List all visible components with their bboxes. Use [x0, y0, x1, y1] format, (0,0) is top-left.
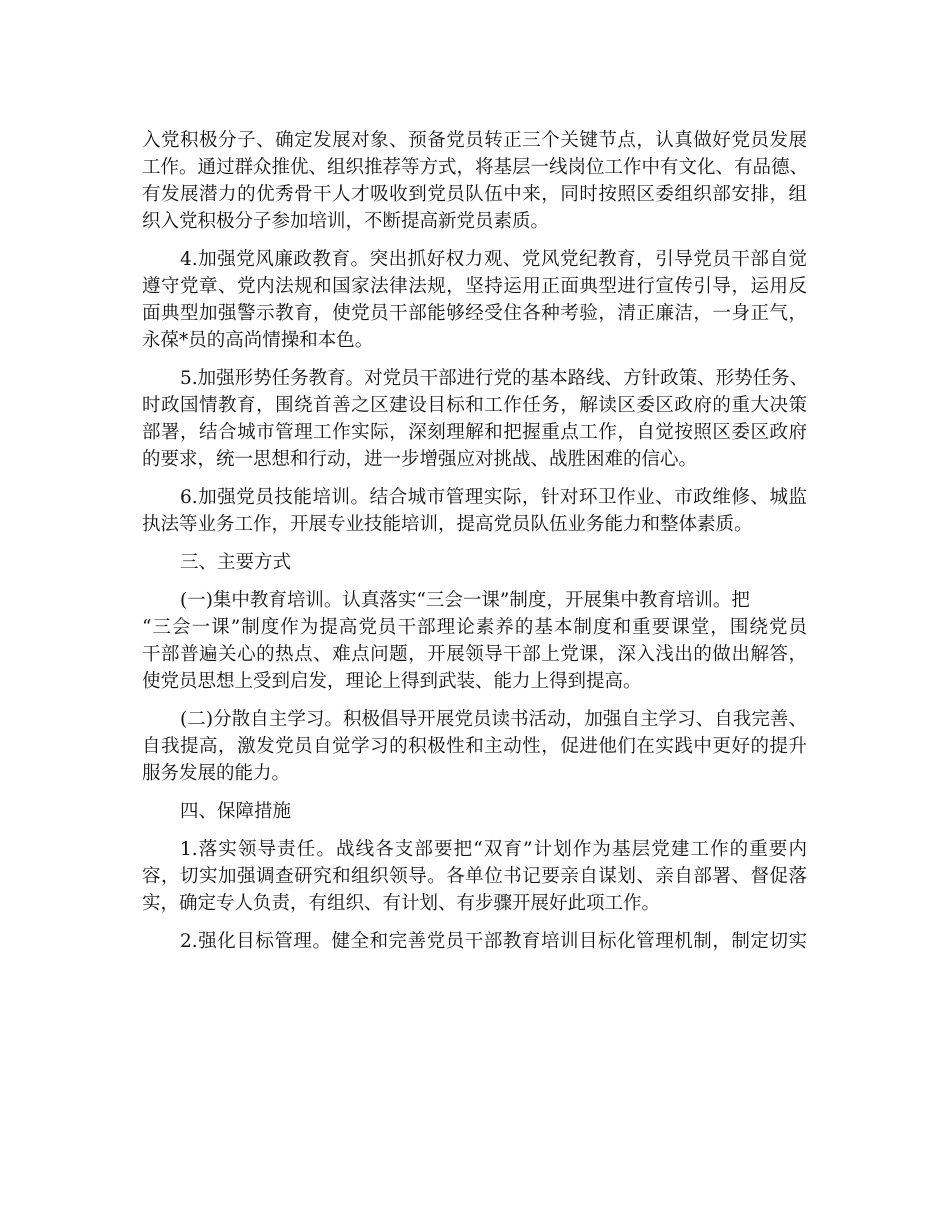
text-line: 织入党积极分子参加培训，不断提高新党员素质。 [142, 211, 550, 232]
text-line: 自我提高，激发党员自觉学习的积极性和主动性，促进他们在实践中更好的提升 [142, 736, 807, 757]
text-line: (一)集中教育培训。认真落实“三会一课”制度，开展集中教育培训。把 [180, 590, 750, 611]
text-line: 服务发展的能力。 [142, 763, 291, 784]
text-line: 执法等业务工作，开展专业技能培训，提高党员队伍业务能力和整体素质。 [142, 514, 753, 535]
text-line: 4.加强党风廉政教育。突出抓好权力观、党风党纪教育，引导党员干部自觉 [180, 249, 807, 270]
text-line: 遵守党章、党内法规和国家法律法规，坚持运用正面典型进行宣传引导，运用反 [142, 276, 807, 297]
text-line: 实，确定专人负责，有组织、有计划、有步骤开展好此项工作。 [142, 893, 661, 914]
text-line: 的要求，统一思想和行动，进一步增强应对挑战、战胜困难的信心。 [142, 449, 698, 470]
text-line: 永葆*员的高尚情操和本色。 [142, 330, 374, 351]
text-line: 有发展潜力的优秀骨干人才吸收到党员队伍中来，同时按照区委组织部安排，组 [142, 184, 807, 205]
text-line: 容，切实加强调查研究和组织领导。各单位书记要亲自谋划、亲自部署、督促落 [142, 866, 807, 887]
text-line: 面典型加强警示教育，使党员干部能够经受住各种考验，清正廉洁，一身正气， [142, 303, 807, 324]
text-line: (二)分散自主学习。积极倡导开展党员读书活动，加强自主学习、自我完善、 [180, 709, 807, 730]
text-line: 使党员思想上受到启发，理论上得到武装、能力上得到提高。 [142, 671, 642, 692]
text-line: 部署，结合城市管理工作实际，深刻理解和把握重点工作，自觉按照区委区政府 [142, 422, 807, 443]
text-line: 三、主要方式 [180, 552, 292, 573]
document-body [142, 127, 807, 955]
text-line: 6.加强党员技能培训。结合城市管理实际，针对环卫作业、市政维修、城监 [180, 487, 807, 508]
text-line: 1.落实领导责任。战线各支部要把“双育”计划作为基层党建工作的重要内 [180, 839, 807, 860]
text-line: 时政国情教育，围绕首善之区建设目标和工作任务，解读区委区政府的重大决策 [142, 395, 807, 416]
text-line: “三会一课”制度作为提高党员干部理论素养的基本制度和重要课堂，围绕党员 [142, 617, 807, 638]
text-line: 入党积极分子、确定发展对象、预备党员转正三个关键节点，认真做好党员发展 [142, 130, 807, 151]
text-line: 2.强化目标管理。健全和完善党员干部教育培训目标化管理机制，制定切实 [180, 931, 807, 952]
text-line: 四、保障措施 [180, 801, 292, 822]
text-line: 干部普遍关心的热点、难点问题，开展领导干部上党课，深入浅出的做出解答， [142, 644, 807, 665]
text-line: 5.加强形势任务教育。对党员干部进行党的基本路线、方针政策、形势任务、 [180, 368, 809, 389]
text-line: 工作。通过群众推优、组织推荐等方式，将基层一线岗位工作中有文化、有品德、 [142, 157, 809, 178]
